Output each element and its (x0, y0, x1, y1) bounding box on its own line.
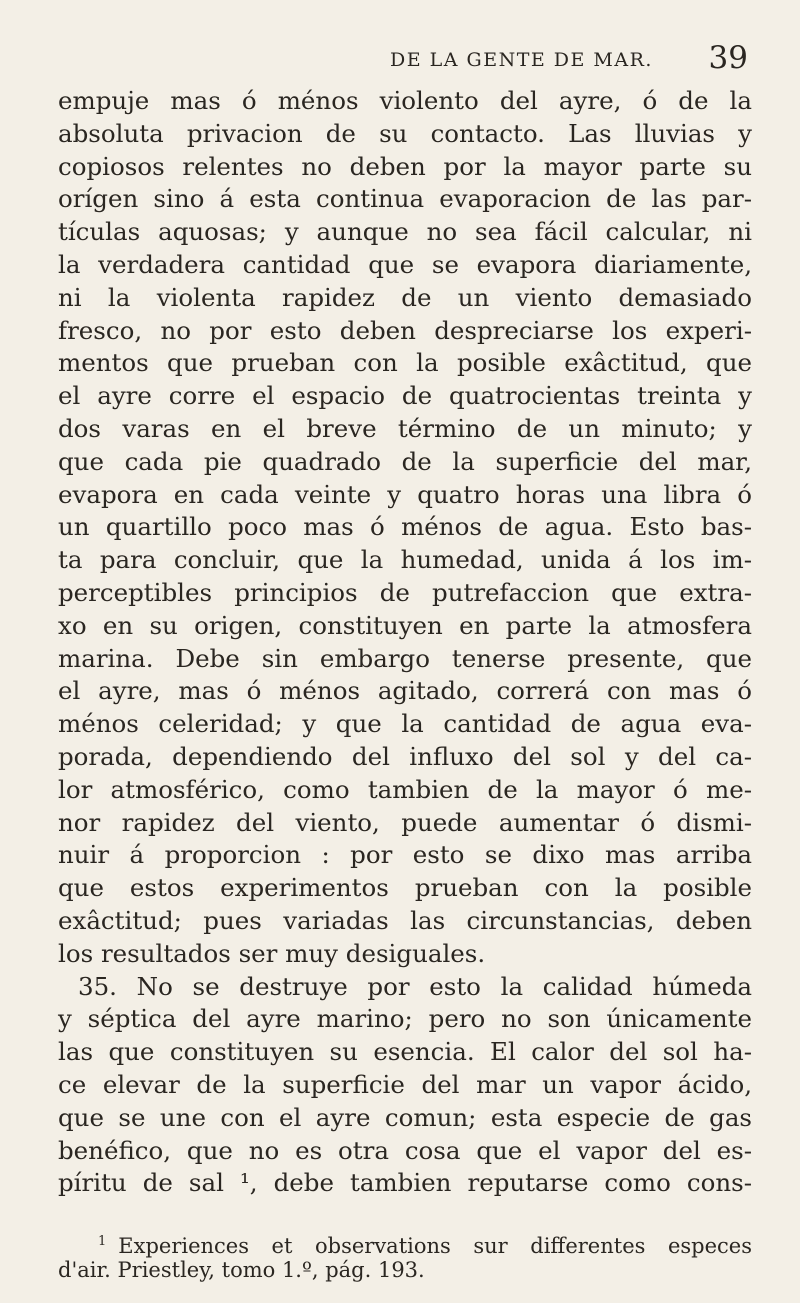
footnote-text-1: Experiences et observations sur differentes especes (118, 1234, 752, 1258)
text-line: evapora en cada veinte y quatro horas una libra ó (58, 479, 752, 509)
text-line: benéfico, que no es otra cosa que el vapor del es- (58, 1135, 752, 1165)
text-line: un quartillo poco mas ó ménos de agua. Esto bas- (58, 512, 752, 542)
text-line: que se une con el ayre comun; esta especie de gas (58, 1102, 752, 1132)
text-line: copiosos relentes no deben por la mayor parte su (58, 151, 752, 181)
text-line: xo en su origen, constituyen en parte la atmosfera (58, 610, 752, 640)
text-line: exâctitud; pues variadas las circunstancias, deben (58, 905, 752, 935)
text-line: los resultados ser muy desiguales. (58, 938, 486, 968)
text-line: ni la violenta rapidez de un viento demasiado (58, 282, 752, 312)
text-line: la verdadera cantidad que se evapora diariamente, (58, 249, 752, 279)
text-line: ta para concluir, que la humedad, unida á los im- (58, 545, 752, 575)
text-line: píritu de sal ¹, debe tambien reputarse como cons- (58, 1168, 752, 1198)
text-line: porada, dependiendo del influxo del sol y del ca- (58, 741, 752, 771)
footnote-line (58, 1230, 752, 1258)
body-text (58, 85, 752, 1200)
text-line: las que constituyen su esencia. El calor del sol ha- (58, 1037, 752, 1067)
text-line: mentos que prueban con la posible exâctitud, que (58, 348, 752, 378)
text-line: empuje mas ó ménos violento del ayre, ó de la (58, 86, 752, 115)
text-line: el ayre corre el espacio de quatrocientas treinta y (58, 381, 752, 411)
footnote (58, 1230, 752, 1282)
text-line: que estos experimentos prueban con la posible (58, 873, 752, 903)
running-head: DE LA GENTE DE MAR. (390, 49, 653, 71)
text-line: tículas aquosas; y aunque no sea fácil calcular, ni (58, 217, 752, 247)
text-line: absoluta privacion de su contacto. Las lluvias y (58, 118, 752, 148)
footnote-line: d'air. Priestley, tomo 1.º, pág. 193. (58, 1258, 425, 1282)
text-line: fresco, no por esto deben despreciarse los experi- (58, 315, 752, 345)
text-line: perceptibles principios de putrefaccion que extra- (58, 577, 752, 607)
footnote-mark: 1 (98, 1234, 107, 1249)
text-line: que cada pie quadrado de la superficie del mar, (58, 446, 752, 476)
text-line: el ayre, mas ó ménos agitado, correrá con mas ó (58, 676, 752, 706)
text-line: ce elevar de la superficie del mar un vapor ácido, (58, 1069, 752, 1099)
text-line: marina. Debe sin embargo tenerse presente, que (58, 643, 752, 673)
text-line: y séptica del ayre marino; pero no son únicamente (58, 1004, 752, 1034)
text-line: nor rapidez del viento, puede aumentar ó dismi- (58, 807, 752, 837)
page-header (58, 40, 748, 86)
text-line: dos varas en el breve término de un minuto; y (58, 413, 752, 443)
page-number: 39 (708, 40, 748, 76)
text-line: 35. No se destruye por esto la calidad húmeda (78, 971, 752, 1001)
text-line: ménos celeridad; y que la cantidad de agua eva- (58, 709, 752, 739)
text-line: lor atmosférico, como tambien de la mayor ó me- (58, 774, 752, 804)
text-line: nuir á proporcion : por esto se dixo mas arriba (58, 840, 752, 870)
text-line: orígen sino á esta continua evaporacion de las par- (58, 184, 752, 214)
